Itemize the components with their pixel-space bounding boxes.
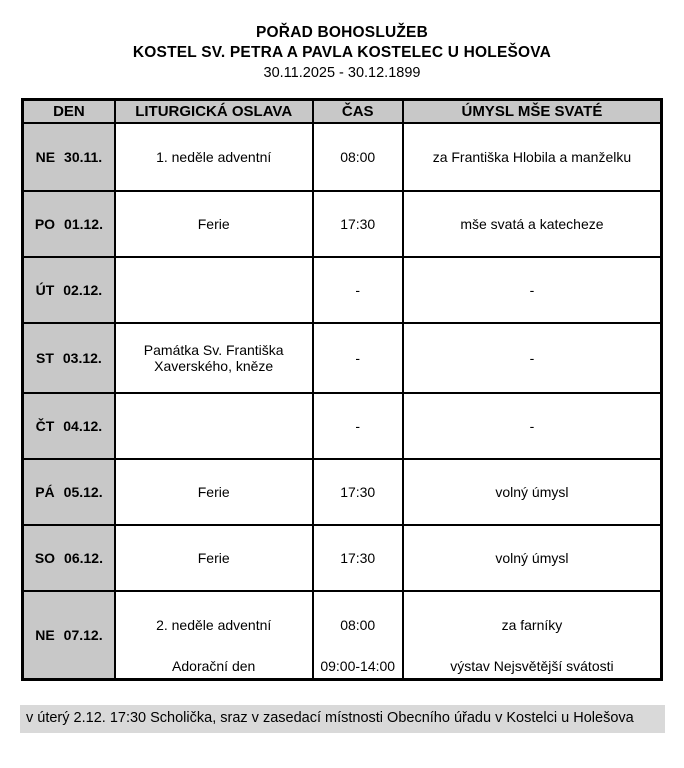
day-date: 07.12.	[63, 627, 103, 643]
day-abbr: ČT	[35, 418, 55, 434]
celebration-entry-2: Adorační den	[172, 658, 256, 674]
time-cell: -	[313, 323, 403, 393]
time-entry-2: 09:00-14:00	[320, 658, 396, 674]
day-cell	[23, 323, 115, 393]
time-cell	[313, 591, 403, 680]
intention-cell: -	[403, 323, 662, 393]
footer-note: v úterý 2.12. 17:30 Scholička, sraz v zasedací místnosti Obecního úřadu v Kostelci u Holešova	[20, 705, 665, 733]
table-row	[23, 525, 662, 591]
day-abbr: ÚT	[35, 282, 55, 298]
intention-cell: -	[403, 393, 662, 459]
day-date: 30.11.	[64, 149, 103, 165]
table-row	[23, 123, 662, 191]
service-schedule-table	[21, 98, 663, 681]
intention-cell: mše svatá a katecheze	[403, 191, 662, 257]
table-row	[23, 257, 662, 323]
day-cell	[23, 525, 115, 591]
celebration-entry-1: 2. neděle adventní	[156, 617, 272, 633]
time-cell: 17:30	[313, 191, 403, 257]
day-abbr: SO	[34, 550, 56, 566]
day-cell	[23, 257, 115, 323]
table-row	[23, 393, 662, 459]
day-cell	[23, 191, 115, 257]
intention-cell: -	[403, 257, 662, 323]
document-header	[0, 0, 684, 84]
celebration-cell	[115, 591, 313, 680]
day-date: 03.12.	[62, 350, 102, 366]
day-abbr: PO	[34, 216, 56, 232]
intention-cell	[403, 591, 662, 680]
day-date: 04.12.	[63, 418, 103, 434]
celebration-cell: Památka Sv. Františka Xaverského, kněze	[115, 323, 313, 393]
column-header-den: DEN	[23, 100, 115, 124]
day-date: 05.12.	[63, 484, 103, 500]
table-row	[23, 459, 662, 525]
day-abbr: NE	[35, 149, 56, 165]
celebration-cell	[115, 257, 313, 323]
day-cell	[23, 393, 115, 459]
intention-entry-1: za farníky	[501, 617, 563, 633]
day-cell	[23, 459, 115, 525]
table-header-row	[23, 100, 662, 124]
time-entry-1: 08:00	[340, 617, 376, 633]
celebration-cell: 1. neděle adventní	[115, 123, 313, 191]
intention-cell: volný úmysl	[403, 459, 662, 525]
time-cell: -	[313, 393, 403, 459]
day-date: 01.12.	[64, 216, 103, 232]
day-date: 02.12.	[63, 282, 103, 298]
intention-entry-2: výstav Nejsvětější svátosti	[450, 658, 614, 674]
time-cell: -	[313, 257, 403, 323]
day-abbr: NE	[35, 627, 55, 643]
celebration-cell	[115, 393, 313, 459]
column-header-celebration: LITURGICKÁ OSLAVA	[115, 100, 313, 124]
day-cell	[23, 591, 115, 680]
day-cell	[23, 123, 115, 191]
column-header-time: ČAS	[313, 100, 403, 124]
celebration-cell: Ferie	[115, 459, 313, 525]
day-abbr: PÁ	[35, 484, 55, 500]
page-title: POŘAD BOHOSLUŽEB	[256, 24, 428, 41]
celebration-cell: Ferie	[115, 525, 313, 591]
intention-cell: za Františka Hlobila a manželku	[403, 123, 662, 191]
date-range: 30.11.2025 - 30.12.1899	[263, 65, 421, 81]
table-row	[23, 323, 662, 393]
day-abbr: ST	[35, 350, 54, 366]
intention-cell: volný úmysl	[403, 525, 662, 591]
time-cell: 17:30	[313, 525, 403, 591]
table-row	[23, 591, 662, 680]
table-row	[23, 191, 662, 257]
time-cell: 17:30	[313, 459, 403, 525]
day-date: 06.12.	[64, 550, 103, 566]
celebration-cell: Ferie	[115, 191, 313, 257]
page-subtitle: KOSTEL SV. PETRA A PAVLA KOSTELEC U HOLEŠOVA	[132, 44, 552, 61]
time-cell: 08:00	[313, 123, 403, 191]
column-header-intention: ÚMYSL MŠE SVATÉ	[403, 100, 662, 124]
